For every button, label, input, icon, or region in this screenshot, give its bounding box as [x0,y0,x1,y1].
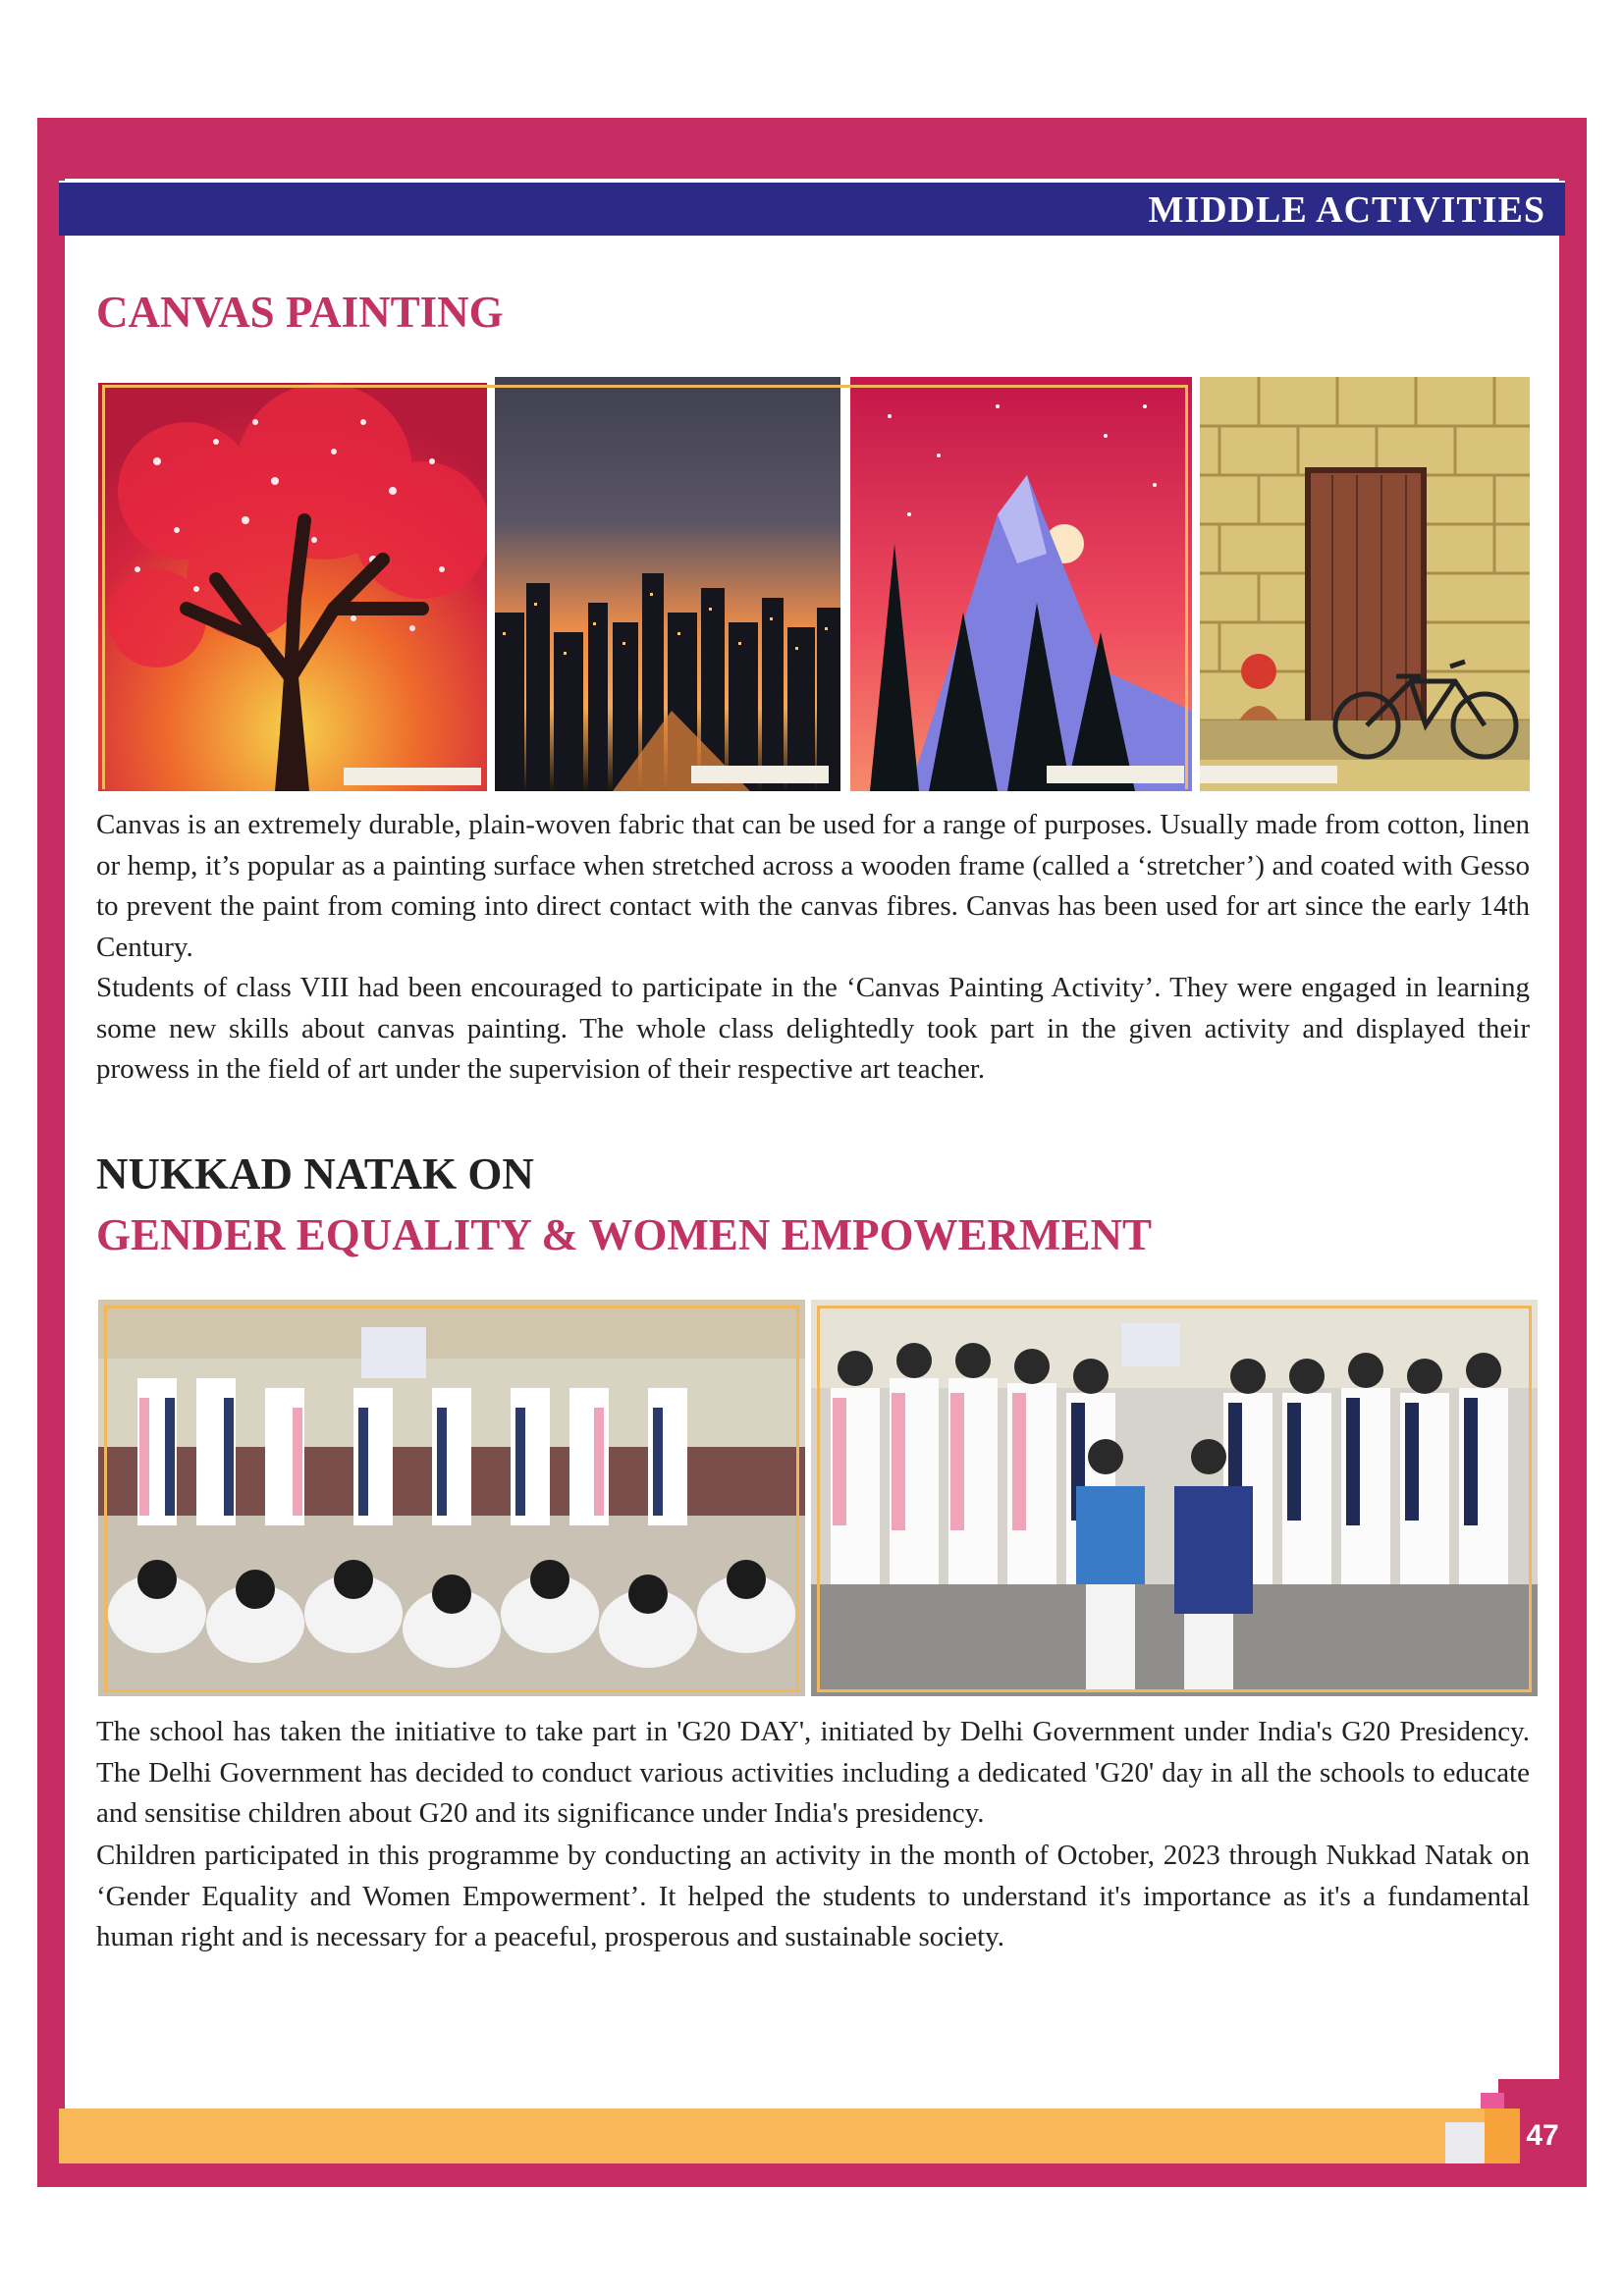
photo1-gold-frame [104,1306,799,1692]
header-bar [59,181,1565,236]
section-title-nukkad-line1: NUKKAD NATAK ON [96,1149,534,1199]
nukkad-paragraph-1: The school has taken the initiative to take part in 'G20 DAY', initiated by Delhi Government under India's G20 Presidency. The Delhi Government has decided to conduct various activities including a dedicated 'G20' day in all the schools to educate and sensitise children about G20 and its significance under India's presidency. [96,1716,1530,1829]
photo2-gold-frame [817,1306,1532,1692]
footer-bar [59,2109,1565,2163]
section-title-canvas: CANVAS PAINTING [96,288,504,337]
footer-decoration [1445,2122,1485,2163]
footer-decoration [1485,2109,1520,2163]
section-title-nukkad-line2: GENDER EQUALITY & WOMEN EMPOWERMENT [96,1210,1153,1259]
canvas-paragraph-1: Canvas is an extremely durable, plain-woven fabric that can be used for a range of purposes. Usually made from cotton, linen or hemp, it’s popular as a painting surface when stretched across a wooden frame (called a ‘stretcher’) and coated with Gesso to prevent the paint from coming into direct contact with the canvas fibres. Canvas has been used for art since the early 14th Century. [96,809,1530,963]
header-title: MIDDLE ACTIVITIES [1148,189,1545,231]
footer-decoration [1481,2093,1504,2109]
footer-decoration [1498,2079,1565,2109]
canvas-images-gold-frame [102,385,1188,789]
page-number: 47 [1520,2109,1565,2163]
nukkad-paragraph-2: Children participated in this programme by conducting an activity in the month of October, 2023 through Nukkad Natak on ‘Gender Equality and Women Empowerment’. It helped the students to understand it's importance as it's a fundamental human right and is necessary for a peaceful, prosperous and sustainable society. [96,1840,1530,1952]
painting-door-bicycle [1200,377,1530,791]
canvas-paragraph-2: Students of class VIII had been encouraged to participate in the ‘Canvas Painting Activity’. They were engaged in learning some new skills about canvas painting. The whole class delightedly took part in the given activity and displayed their prowess in the field of art under the supervision of their respective art teacher. [96,972,1530,1085]
